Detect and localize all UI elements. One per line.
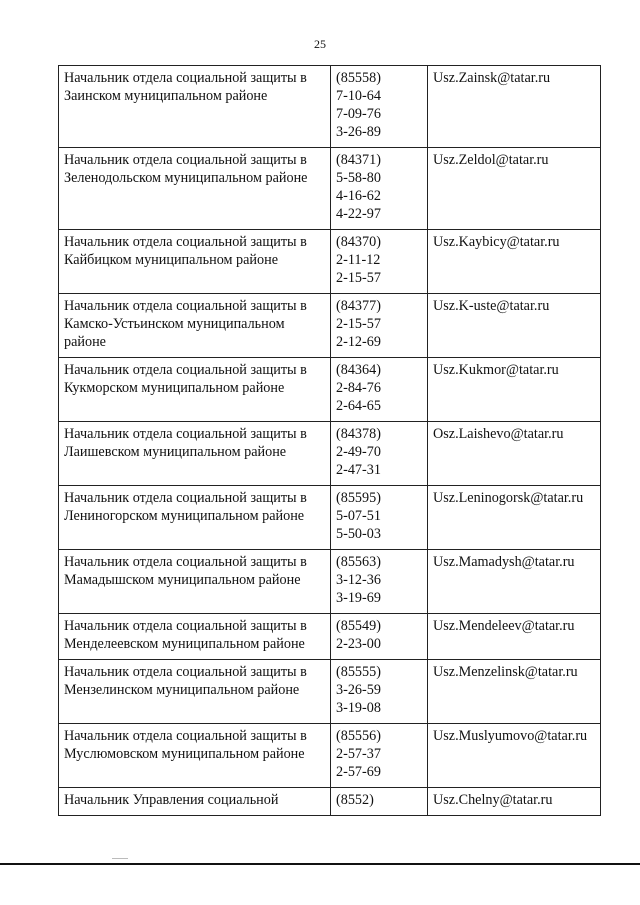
email-address[interactable]: Usz.Zainsk@tatar.ru: [428, 66, 601, 148]
phone-number: (85549): [336, 618, 381, 634]
phone-number: 2-47-31: [336, 462, 381, 478]
phone-number: (84378): [336, 426, 381, 442]
table-row: [59, 294, 601, 358]
email-address[interactable]: Usz.Menzelinsk@tatar.ru: [428, 660, 601, 724]
email-address[interactable]: Usz.Leninogorsk@tatar.ru: [428, 486, 601, 550]
department-title: Начальник отдела социальной защиты в Муслюмовском муниципальном районе: [59, 724, 331, 788]
department-title: Начальник отдела социальной защиты в Кукморском муниципальном районе: [59, 358, 331, 422]
table-row: [59, 486, 601, 550]
department-title: Начальник отдела социальной защиты в Камско-Устьинском муниципальном районе: [59, 294, 331, 358]
phone-cell: [331, 230, 428, 294]
department-title: Начальник отдела социальной защиты в Лениногорском муниципальном районе: [59, 486, 331, 550]
email-address[interactable]: Osz.Laishevo@tatar.ru: [428, 422, 601, 486]
department-title: Начальник отдела социальной защиты в Зеленодольском муниципальном районе: [59, 148, 331, 230]
phone-cell: [331, 486, 428, 550]
phone-number: 4-22-97: [336, 206, 381, 222]
phone-number: 3-26-89: [336, 124, 381, 140]
table-row: [59, 614, 601, 660]
department-title: Начальник Управления социальной: [59, 788, 331, 816]
table-row: [59, 148, 601, 230]
department-title: Начальник отдела социальной защиты в Лаишевском муниципальном районе: [59, 422, 331, 486]
phone-number: 2-15-57: [336, 270, 381, 286]
phone-cell: [331, 358, 428, 422]
table-row: [59, 660, 601, 724]
phone-cell: [331, 660, 428, 724]
phone-number: 5-50-03: [336, 526, 381, 542]
phone-number: (85595): [336, 490, 381, 506]
phone-number: (84377): [336, 298, 381, 314]
table-row: [59, 788, 601, 816]
phone-number: 3-26-59: [336, 682, 381, 698]
department-title: Начальник отдела социальной защиты в Менделеевском муниципальном районе: [59, 614, 331, 660]
phone-number: 3-12-36: [336, 572, 381, 588]
email-address[interactable]: Usz.Zeldol@tatar.ru: [428, 148, 601, 230]
contacts-table: [58, 65, 601, 816]
phone-number: 2-11-12: [336, 252, 381, 268]
department-title: Начальник отдела социальной защиты в Мензелинском муниципальном районе: [59, 660, 331, 724]
phone-number: 2-57-69: [336, 764, 381, 780]
page-bottom-rule: [0, 863, 640, 865]
email-address[interactable]: Usz.Mendeleev@tatar.ru: [428, 614, 601, 660]
table-row: [59, 230, 601, 294]
phone-cell: [331, 788, 428, 816]
phone-number: 7-10-64: [336, 88, 381, 104]
email-address[interactable]: Usz.Mamadysh@tatar.ru: [428, 550, 601, 614]
phone-number: (84364): [336, 362, 381, 378]
phone-cell: [331, 294, 428, 358]
email-address[interactable]: Usz.K-uste@tatar.ru: [428, 294, 601, 358]
phone-cell: [331, 66, 428, 148]
department-title: Начальник отдела социальной защиты в Заинском муниципальном районе: [59, 66, 331, 148]
phone-number: 2-49-70: [336, 444, 381, 460]
scan-artifact: [112, 858, 128, 859]
email-address[interactable]: Usz.Muslyumovo@tatar.ru: [428, 724, 601, 788]
table-row: [59, 422, 601, 486]
email-address[interactable]: Usz.Kukmor@tatar.ru: [428, 358, 601, 422]
contacts-table-body: [59, 66, 601, 816]
phone-number: 2-23-00: [336, 636, 381, 652]
phone-number: (85555): [336, 664, 381, 680]
phone-number: 2-15-57: [336, 316, 381, 332]
phone-number: 2-64-65: [336, 398, 381, 414]
phone-number: 3-19-08: [336, 700, 381, 716]
department-title: Начальник отдела социальной защиты в Кайбицком муниципальном районе: [59, 230, 331, 294]
table-row: [59, 550, 601, 614]
table-row: [59, 724, 601, 788]
phone-cell: [331, 724, 428, 788]
phone-number: (85556): [336, 728, 381, 744]
phone-number: 7-09-76: [336, 106, 381, 122]
phone-number: (8552): [336, 792, 374, 808]
phone-cell: [331, 614, 428, 660]
phone-cell: [331, 148, 428, 230]
phone-number: (85558): [336, 70, 381, 86]
phone-number: (84370): [336, 234, 381, 250]
phone-number: 2-57-37: [336, 746, 381, 762]
department-title: Начальник отдела социальной защиты в Мамадышском муниципальном районе: [59, 550, 331, 614]
table-row: [59, 358, 601, 422]
phone-number: 5-07-51: [336, 508, 381, 524]
email-address[interactable]: Usz.Kaybicy@tatar.ru: [428, 230, 601, 294]
table-row: [59, 66, 601, 148]
phone-number: (85563): [336, 554, 381, 570]
phone-number: (84371): [336, 152, 381, 168]
phone-cell: [331, 422, 428, 486]
phone-number: 3-19-69: [336, 590, 381, 606]
phone-number: 4-16-62: [336, 188, 381, 204]
page-number: 25: [314, 37, 326, 51]
phone-number: 2-12-69: [336, 334, 381, 350]
email-address[interactable]: Usz.Chelny@tatar.ru: [428, 788, 601, 816]
phone-number: 5-58-80: [336, 170, 381, 186]
phone-cell: [331, 550, 428, 614]
phone-number: 2-84-76: [336, 380, 381, 396]
